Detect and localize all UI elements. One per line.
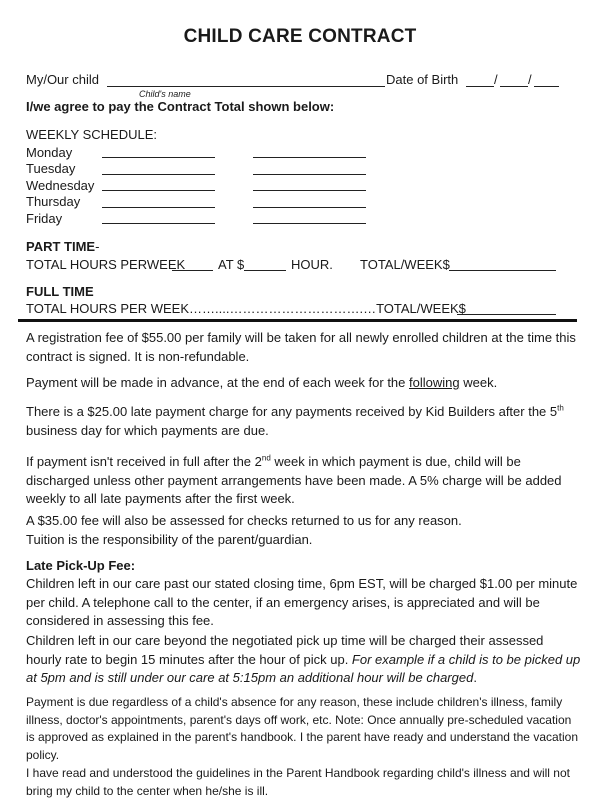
full-time-total-field[interactable]: [457, 314, 556, 315]
schedule-time-out-field[interactable]: [253, 223, 366, 224]
schedule-time-in-field[interactable]: [102, 174, 215, 175]
absence-paragraph: Payment is due regardless of a child's absence for any reason, these include children's illness, family illness, doctor's appointments, parent's days off work, etc. Note: Once annually pre-scheduled vacation is approved as explained in the parent's handbook. I the parent have ready and understand the vacation policy.: [26, 695, 579, 762]
negotiated-pickup-paragraph: [26, 632, 582, 688]
discharge-text-end: week in which payment is due, child will be discharged unless other payment arrangements have been made. A 5% charge will be added weekly to all late payments after the first week.: [26, 454, 562, 506]
part-time-hours-field[interactable]: [172, 270, 213, 271]
discharge-text: If payment isn't received in full after the 2: [26, 454, 262, 469]
day-label: Friday: [26, 211, 63, 226]
late-charge-text: There is a $25.00 late payment charge for any payments received by Kid Builders after the 5: [26, 404, 558, 419]
day-label: Monday: [26, 145, 73, 160]
dob-slash: /: [494, 72, 498, 87]
full-time-line: TOTAL HOURS PER WEEK……....………………………….…TOTAL/WEEK$: [26, 301, 466, 316]
dob-year-field[interactable]: [534, 86, 559, 87]
illness-paragraph: I have read and understood the guidelines in the Parent Handbook regarding child's illness and will not bring my child to the center when he/she is ill.: [26, 766, 570, 798]
tuition-responsibility-text: Tuition is the responsibility of the parent/guardian.: [26, 531, 313, 547]
dob-label: Date of Birth: [386, 72, 459, 87]
page-title: CHILD CARE CONTRACT: [183, 26, 417, 47]
payment-text: Payment will be made in advance, at the end of each week for the: [26, 375, 410, 390]
schedule-time-out-field[interactable]: [253, 157, 366, 158]
part-time-title: PART TIME: [26, 239, 96, 254]
example-italic: For example if a child is to be picked up at 5pm and is still under our care at 5:15pm an additional hour will be charged: [26, 651, 581, 685]
part-time-hour-label: HOUR.: [291, 257, 333, 272]
child-name-field[interactable]: [107, 86, 385, 87]
day-label: Wednesday: [26, 178, 95, 193]
child-label: My/Our child: [26, 72, 99, 87]
part-time-rate-field[interactable]: [244, 270, 286, 271]
returned-check-text: A $35.00 fee will also be assessed for checks returned to us for any reason.: [26, 513, 462, 528]
child-name-caption: Child's name: [139, 89, 191, 99]
payment-advance-paragraph: [26, 374, 582, 393]
ordinal-suffix: nd: [261, 453, 271, 463]
day-label: Tuesday: [26, 161, 76, 176]
ordinal-suffix: th: [557, 403, 564, 413]
discharge-paragraph: [26, 453, 582, 509]
late-charge-paragraph: [26, 403, 582, 440]
schedule-time-out-field[interactable]: [253, 207, 366, 208]
part-time-heading: [26, 239, 99, 254]
returned-check-paragraph: [26, 512, 582, 549]
schedule-time-out-field[interactable]: [253, 174, 366, 175]
dob-day-field[interactable]: [500, 86, 528, 87]
part-time-total-label: TOTAL/WEEK$: [360, 257, 450, 272]
following-underlined: following: [409, 375, 460, 390]
late-pickup-paragraph: Children left in our care past our stated closing time, 6pm EST, will be charged $1.00 per minute per child. A telephone call to the center, if an emergency arises, is appreciated and will be considered in assessing this fee.: [26, 576, 578, 628]
part-time-hours-label: TOTAL HOURS PERWEEK: [26, 257, 186, 272]
schedule-heading: WEEKLY SCHEDULE:: [26, 127, 158, 142]
registration-fee-paragraph: A registration fee of $55.00 per family will be taken for all newly enrolled children at the time this contract is signed. It is non-refundable.: [26, 330, 576, 364]
schedule-time-in-field[interactable]: [102, 157, 215, 158]
dob-slash: /: [528, 72, 532, 87]
dob-month-field[interactable]: [466, 86, 494, 87]
part-time-at-label: AT $: [218, 257, 245, 272]
negotiated-text: Children left in our care beyond the negotiated pick up time will be charged their assessed hourly rate to begin 15 minutes after the hour of pick up.: [26, 633, 544, 667]
agree-text: I/we agree to pay the Contract Total shown below:: [26, 99, 335, 114]
late-charge-text-end: business day for which payments are due.: [26, 422, 269, 438]
schedule-time-out-field[interactable]: [253, 190, 366, 191]
negotiated-text-end: .: [473, 670, 477, 685]
part-time-total-field[interactable]: [449, 270, 556, 271]
part-time-dash: -: [95, 239, 100, 254]
schedule-time-in-field[interactable]: [102, 223, 215, 224]
day-label: Thursday: [26, 194, 81, 209]
schedule-time-in-field[interactable]: [102, 190, 215, 191]
payment-text-end: week.: [459, 375, 498, 390]
full-time-heading: FULL TIME: [26, 284, 94, 299]
schedule-time-in-field[interactable]: [102, 207, 215, 208]
section-divider: [18, 319, 577, 322]
late-pickup-heading: Late Pick-Up Fee:: [26, 558, 136, 573]
